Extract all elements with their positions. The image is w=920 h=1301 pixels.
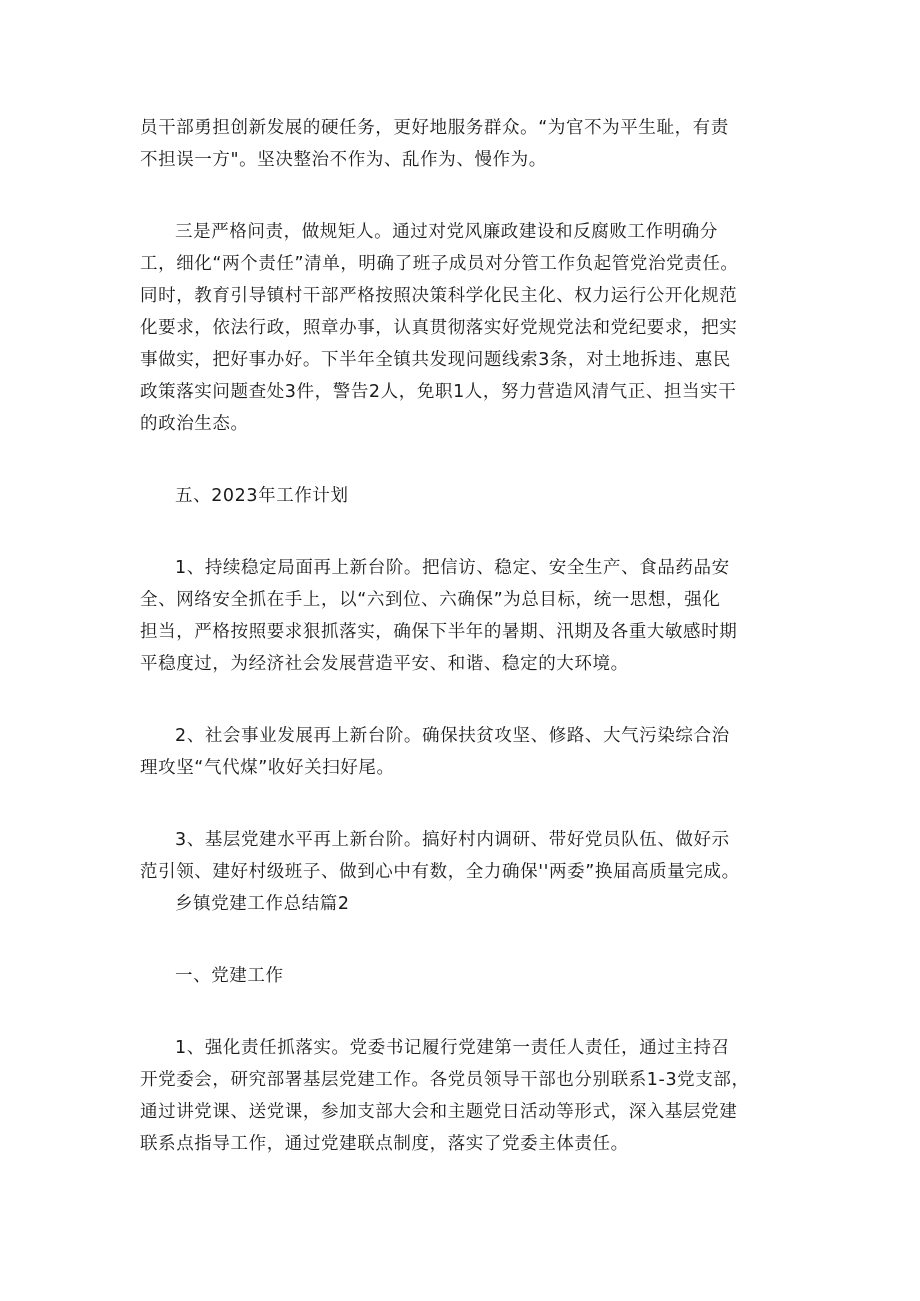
- text-line: 理攻坚“气代煤”收好关扫好尾。: [140, 758, 395, 778]
- paragraph-responsibility: [140, 1032, 790, 1160]
- text-line: 员干部勇担创新发展的硬任务，更好地服务群众。“为官不为平生耻，有责: [140, 118, 729, 138]
- text-line: 3、基层党建水平再上新台阶。搞好村内调研、带好党员队伍、做好示: [175, 830, 730, 850]
- text-line: 范引领、建好村级班子、做到心中有数，全力确保''两委”换届高质量完成。: [140, 862, 740, 882]
- article-title: [140, 888, 790, 920]
- text-line: 担当，严格按照要求狠抓落实，确保下半年的暑期、汛期及各重大敏感时期: [140, 622, 738, 642]
- text-line: 联系点指导工作，通过党建联点制度，落实了党委主体责任。: [140, 1134, 629, 1154]
- text-line: 平稳度过，为经济社会发展营造平安、和谐、稳定的大环境。: [140, 654, 629, 674]
- text-line: 的政治生态。: [140, 414, 249, 434]
- heading-text: 五、2023年工作计划: [175, 486, 349, 506]
- title-text: 乡镇党建工作总结篇2: [175, 894, 350, 914]
- paragraph-plan-item-2: [140, 720, 790, 784]
- text-line: 事做实，把好事办好。下半年全镇共发现问题线索3条，对土地拆违、惠民: [140, 350, 731, 370]
- text-line: 开党委会，研究部署基层党建工作。各党员领导干部也分别联系1-3党支部，: [140, 1070, 750, 1090]
- paragraph-accountability: [140, 216, 790, 440]
- text-line: 同时，教育引导镇村干部严格按照决策科学化民主化、权力运行公开化规范: [140, 286, 738, 306]
- text-line: 1、强化责任抓落实。党委书记履行党建第一责任人责任，通过主持召: [175, 1038, 730, 1058]
- heading-text: 一、党建工作: [175, 966, 284, 986]
- text-line: 三是严格问责，做规矩人。通过对党风廉政建设和反腐败工作明确分: [175, 222, 718, 242]
- text-line: 工，细化“两个责任”清单，明确了班子成员对分管工作负起管党治党责任。: [140, 254, 739, 274]
- paragraph-plan-item-1: [140, 552, 790, 680]
- text-line: 政策落实问题查处3件，警告2人，免职1人，努力营造风清气正、担当实干: [140, 382, 737, 402]
- text-line: 1、持续稳定局面再上新台阶。把信访、稳定、安全生产、食品药品安: [175, 558, 730, 578]
- text-line: 全、网络安全抓在手上，以“六到位、六确保”为总目标，统一思想，强化: [140, 590, 721, 610]
- document-body: [140, 112, 790, 1160]
- section-heading-2023-plan: [140, 480, 790, 512]
- text-line: 不担误一方"。坚决整治不作为、乱作为、慢作为。: [140, 150, 547, 170]
- paragraph-continuation: [140, 112, 790, 176]
- text-line: 2、社会事业发展再上新台阶。确保扶贫攻坚、修路、大气污染综合治: [175, 726, 730, 746]
- section-heading-party-building: [140, 960, 790, 992]
- text-line: 通过讲党课、送党课，参加支部大会和主题党日活动等形式，深入基层党建: [140, 1102, 738, 1122]
- paragraph-plan-item-3: [140, 824, 790, 888]
- text-line: 化要求，依法行政，照章办事，认真贯彻落实好党规党法和党纪要求，把实: [140, 318, 738, 338]
